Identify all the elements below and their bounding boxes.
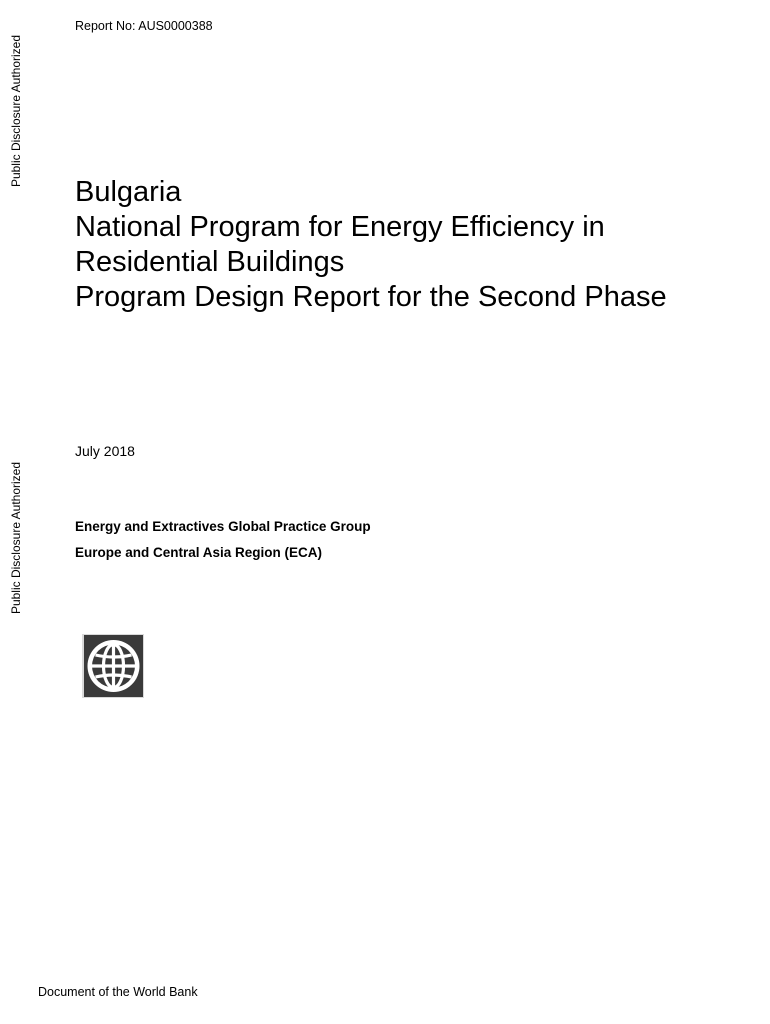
document-title bbox=[75, 175, 667, 315]
publication-date: July 2018 bbox=[75, 443, 135, 459]
footer-document-of: Document of the World Bank bbox=[38, 985, 198, 999]
disclosure-stamp-middle: Public Disclosure Authorized bbox=[9, 461, 23, 615]
practice-groups bbox=[75, 514, 371, 566]
title-country: Bulgaria bbox=[75, 176, 182, 208]
disclosure-stamp-top: Public Disclosure Authorized bbox=[9, 34, 23, 188]
title-line-buildings: Residential Buildings bbox=[75, 246, 345, 278]
report-number: Report No: AUS0000388 bbox=[75, 19, 213, 33]
practice-group-name: Energy and Extractives Global Practice Group bbox=[75, 519, 371, 534]
title-line-report: Program Design Report for the Second Phase bbox=[75, 281, 667, 313]
region-name: Europe and Central Asia Region (ECA) bbox=[75, 545, 323, 560]
title-line-program: National Program for Energy Efficiency in bbox=[75, 211, 605, 243]
world-bank-globe-icon bbox=[82, 634, 144, 698]
